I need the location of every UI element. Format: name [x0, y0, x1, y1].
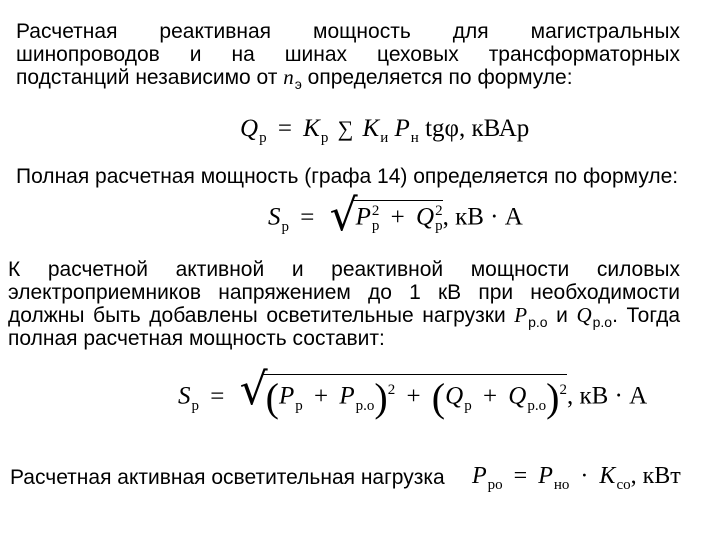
tangent-term: tgφ: [425, 115, 459, 142]
radicand: [352, 200, 443, 234]
symbol: P: [339, 382, 355, 410]
sup-sub: [372, 204, 380, 234]
subscript: р: [464, 397, 472, 414]
subscript: р.о: [355, 397, 375, 414]
superscript: 2: [559, 381, 567, 398]
paragraph-lighting-loads: [8, 258, 680, 350]
square-root: [239, 364, 567, 420]
equals-sign: =: [513, 463, 528, 489]
superscript: 2: [435, 203, 443, 219]
unit: , кВ · А: [442, 203, 523, 231]
subscript: р.о: [527, 397, 547, 414]
plus-sign: +: [390, 203, 405, 231]
text-line: шинопроводов и на шинах цеховых трансформаторных: [16, 43, 680, 66]
text-line: [8, 303, 681, 330]
plus-sign: +: [406, 382, 421, 410]
subscript: р: [191, 397, 199, 414]
symbol: P: [538, 463, 553, 489]
plus-sign: +: [482, 382, 498, 410]
radicand: [262, 374, 567, 418]
equals-sign: =: [300, 203, 315, 231]
text-fragment: . Тогда: [612, 304, 681, 327]
symbol: K: [362, 115, 380, 142]
subscript: со: [616, 477, 631, 493]
radical-sign: √: [239, 364, 268, 415]
right-paren: ): [546, 375, 560, 420]
text-line: Расчетная активная осветительная нагрузка: [10, 466, 445, 489]
text-line: Расчетная реактивная мощность для магистральных: [16, 20, 680, 43]
symbol: Q: [508, 382, 527, 410]
text-line: электроприемников напряжением до 1 кВ при необходимости: [8, 281, 680, 304]
subscript: р: [259, 130, 267, 146]
subscript: и: [380, 130, 389, 146]
symbol: K: [303, 115, 320, 142]
paragraph-apparent-power: [16, 165, 706, 188]
paragraph-reactive-power: [16, 20, 680, 92]
subscript: ро: [487, 477, 503, 493]
formula-total-apparent-power: [178, 364, 648, 420]
equals-sign: =: [277, 115, 292, 142]
symbol: P: [355, 203, 371, 231]
variable-P: P: [514, 303, 528, 327]
formula-lighting-active-load: [472, 463, 681, 493]
left-paren: (: [265, 375, 279, 420]
subscript: р: [295, 397, 303, 414]
subscript: р.о: [592, 314, 613, 330]
subscript: р: [371, 218, 380, 234]
text-line: Полная расчетная мощность (графа 14) определяется по формуле:: [16, 165, 679, 188]
symbol: Q: [416, 203, 435, 231]
subscript: р.о: [528, 314, 548, 330]
radical-sign: √: [329, 190, 358, 241]
variable-Q: Q: [576, 303, 592, 327]
formula-reactive-power: [240, 115, 530, 146]
symbol: Q: [445, 382, 464, 410]
equals-sign: =: [210, 382, 225, 410]
unit: , кВ · А: [566, 382, 648, 410]
text-line: [16, 65, 680, 92]
variable-n: n: [283, 65, 294, 89]
left-paren: (: [431, 375, 446, 420]
symbol: S: [178, 382, 191, 410]
sum-sign: ∑: [337, 116, 354, 141]
text-fragment: определяется по формуле:: [301, 66, 573, 89]
square-root: [329, 190, 443, 241]
subscript: р: [320, 130, 329, 146]
right-paren: ): [374, 375, 388, 420]
subscript: н: [410, 130, 419, 146]
plus-sign: +: [313, 382, 329, 410]
paragraph-lighting-active-load: [10, 466, 470, 489]
subscript: но: [553, 477, 570, 493]
text-fragment: подстанций независимо от: [16, 66, 284, 89]
subscript: р: [435, 218, 443, 234]
symbol: P: [278, 382, 295, 410]
multiply-dot: ·: [580, 463, 589, 489]
text-fragment: должны быть добавлены осветительные нагрузки: [8, 304, 515, 327]
symbol: S: [268, 203, 281, 231]
symbol: P: [394, 115, 410, 142]
variable-subscript: э: [294, 76, 302, 92]
subscript: р: [281, 218, 289, 235]
unit: , кВАр: [458, 115, 530, 142]
superscript: 2: [371, 203, 380, 219]
superscript: 2: [387, 381, 396, 398]
symbol: P: [472, 463, 487, 489]
symbol: Q: [240, 115, 259, 142]
formula-apparent-power: [268, 190, 523, 241]
text-line: полная расчетная мощность составит:: [8, 327, 385, 350]
sup-sub: [435, 204, 443, 234]
symbol: K: [599, 463, 616, 489]
unit: , кВт: [630, 463, 681, 489]
text-line: К расчетной активной и реактивной мощности силовых: [8, 258, 680, 281]
text-fragment: и: [547, 304, 577, 327]
